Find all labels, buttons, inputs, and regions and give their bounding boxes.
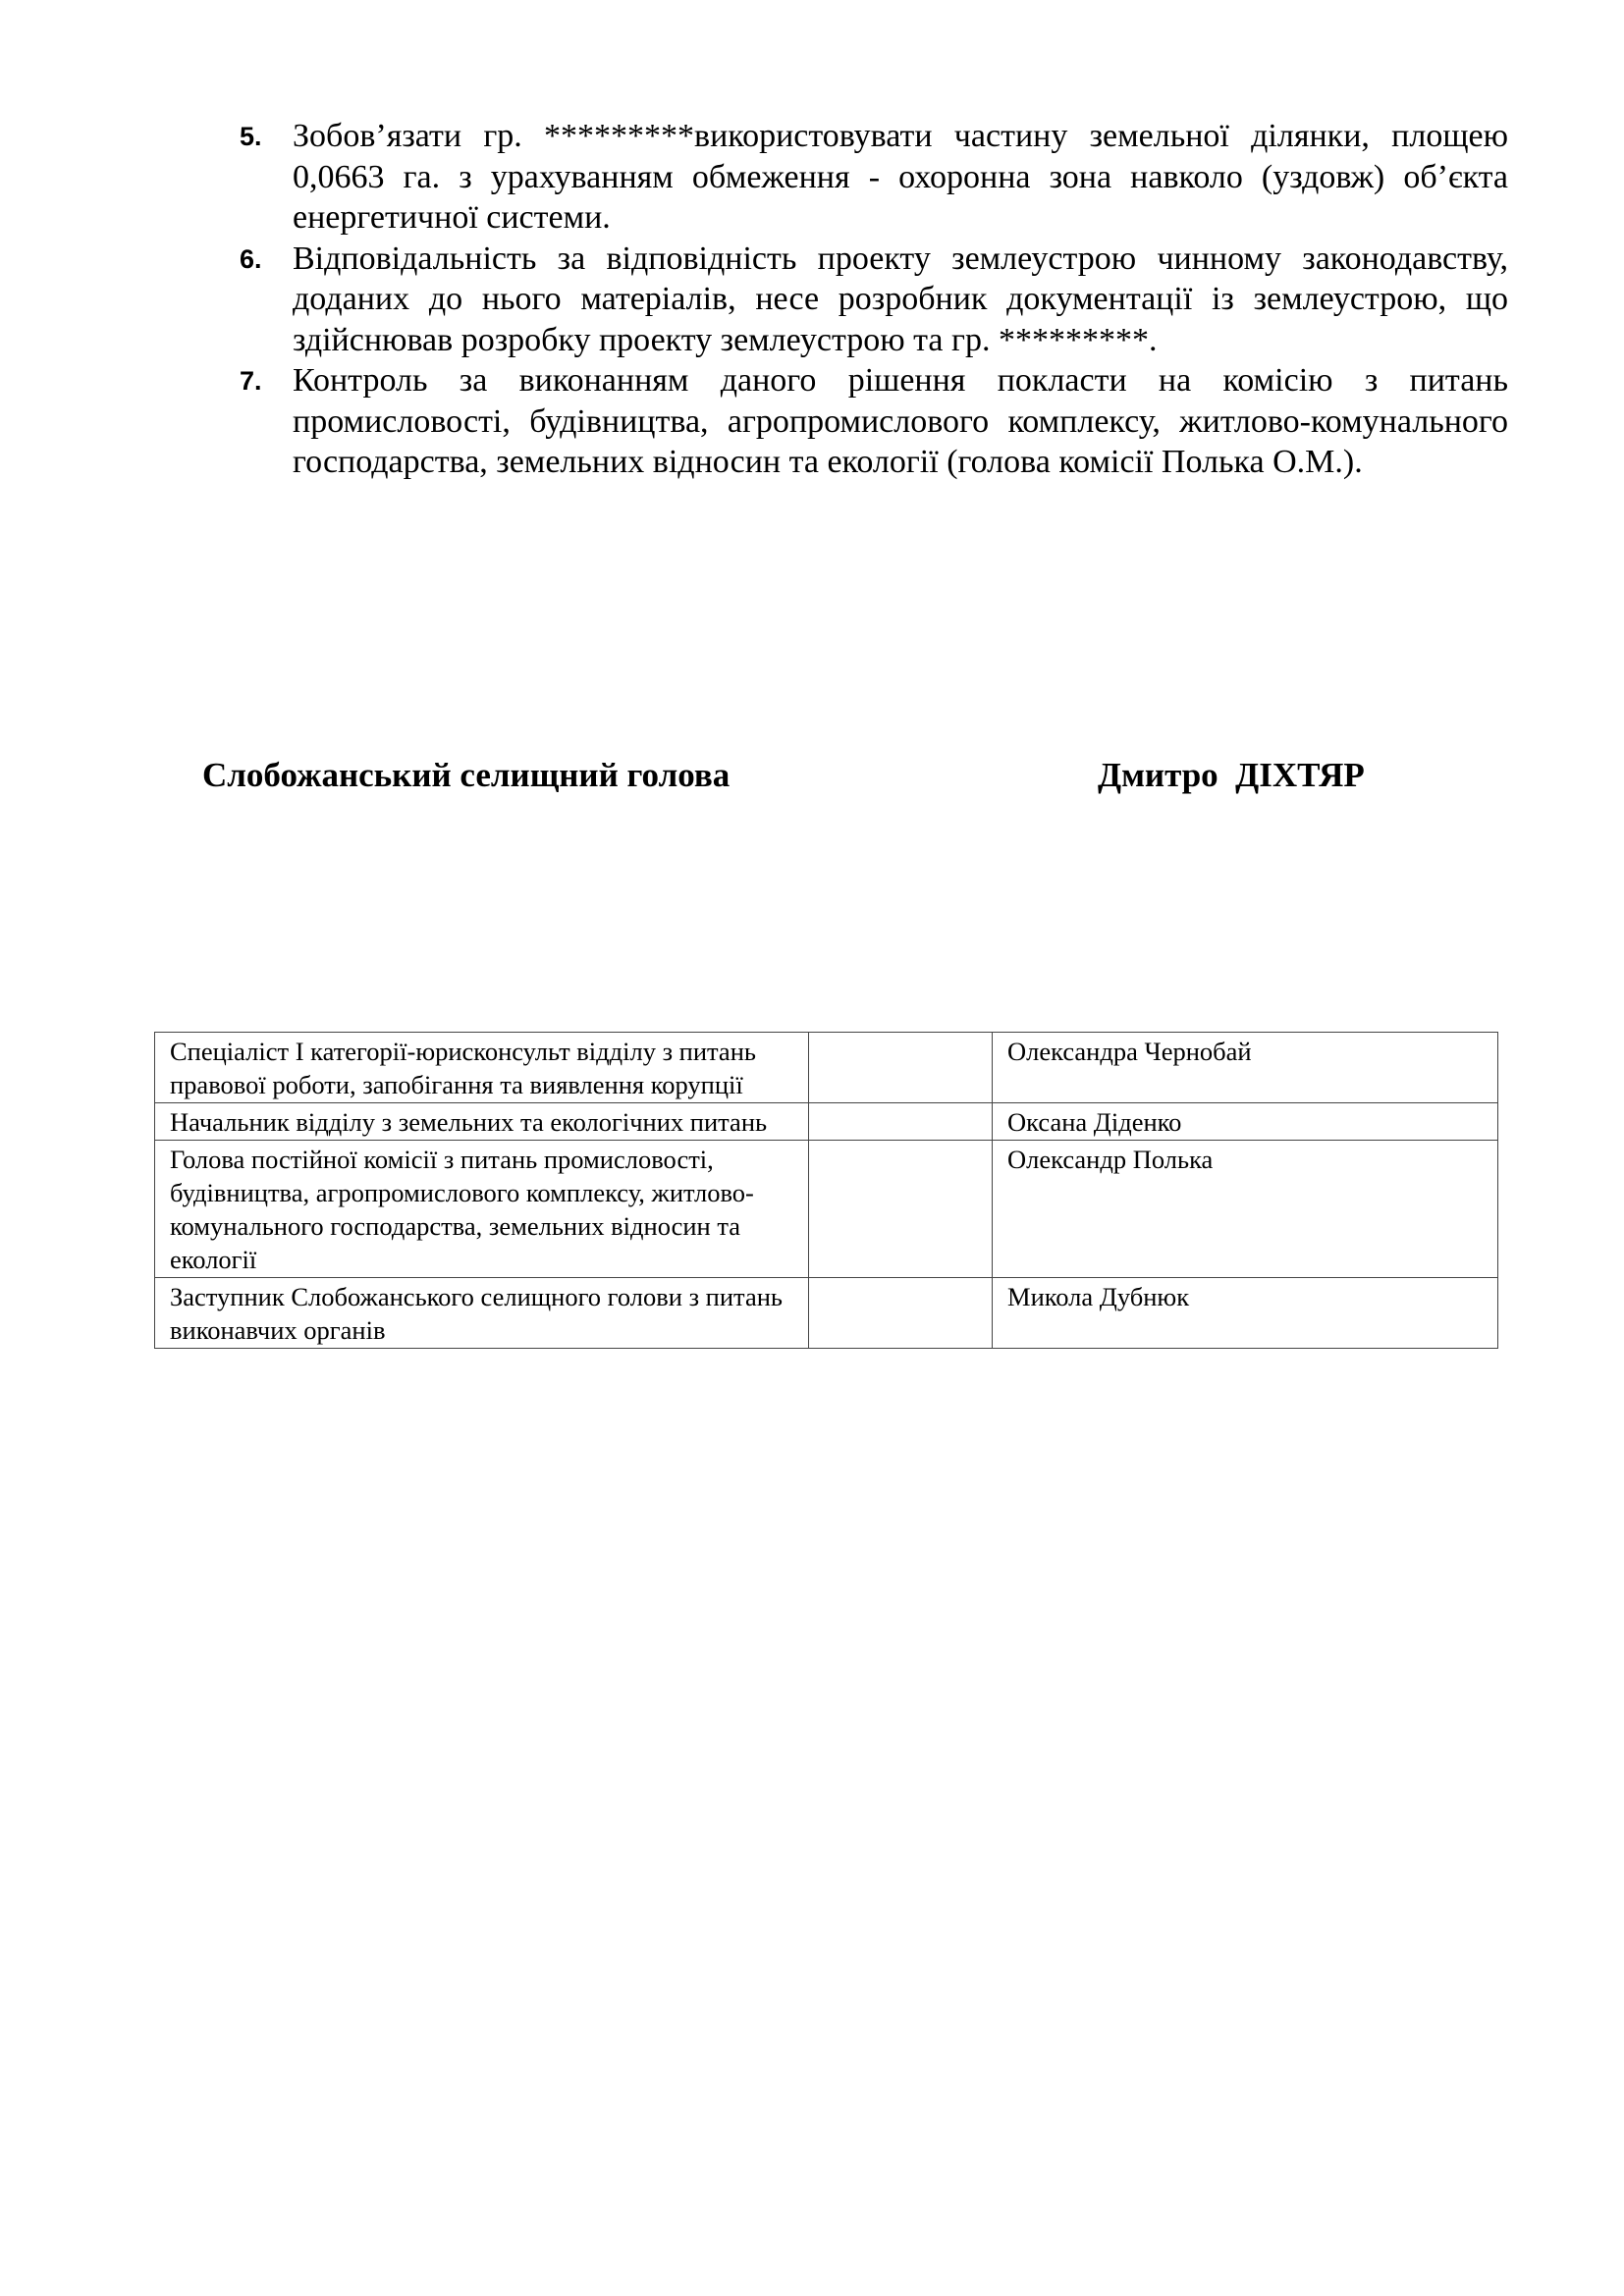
approval-name: Олександр Полька	[993, 1141, 1498, 1278]
item-text: Зобов’язати гр. *********використовувати частину земельної ділянки, площею 0,0663 га. з урахуванням обмеження - охоронна зона навколо (уздовж) об’єкта енергетичної системи.	[293, 118, 1508, 236]
approval-row	[155, 1033, 1498, 1103]
approvals-table	[154, 1032, 1498, 1349]
approval-name: Олександра Чернобай	[993, 1033, 1498, 1103]
approval-position: Начальник відділу з земельних та екологічних питань	[155, 1103, 809, 1141]
item-number: 6.	[240, 243, 262, 274]
signatory-title: Слобожанський селищний голова	[202, 756, 731, 794]
approval-name: Оксана Діденко	[993, 1103, 1498, 1141]
approval-name: Микола Дубнюк	[993, 1278, 1498, 1349]
approval-signature-cell	[809, 1278, 993, 1349]
approval-row	[155, 1103, 1498, 1141]
resolution-item	[240, 239, 1508, 361]
approval-position: Заступник Слобожанського селищного голови з питань виконавчих органів	[155, 1278, 809, 1349]
approval-signature-cell	[809, 1103, 993, 1141]
resolution-items-list	[240, 116, 1508, 483]
item-number: 5.	[240, 122, 262, 151]
approval-signature-cell	[809, 1141, 993, 1278]
approval-position: Голова постійної комісії з питань промисловості, будівництва, агропромислового комплексу, житлово-комунального господарства, земельних відносин та екології	[155, 1141, 809, 1278]
item-text: Контроль за виконанням даного рішення покласти на комісію з питань промисловості, будівництва, агропромислового комплексу, житлово-комунального господарства, земельних відносин та екології (голова комісії Полька О.М.).	[293, 362, 1508, 480]
item-number: 7.	[240, 366, 262, 396]
resolution-item	[240, 360, 1508, 483]
signatory-name: Дмитро ДІХТЯР	[1098, 756, 1365, 794]
approval-row	[155, 1141, 1498, 1278]
approval-position: Спеціаліст І категорії-юрисконсульт відділу з питань правової роботи, запобігання та виявлення корупції	[155, 1033, 809, 1103]
approval-row	[155, 1278, 1498, 1349]
resolution-item	[240, 116, 1508, 239]
item-text: Відповідальність за відповідність проекту землеустрою чинному законодавству, доданих до нього матеріалів, несе розробник документації із землеустрою, що здійснював розробку проекту землеустрою та гр. *********.	[293, 240, 1508, 358]
approval-signature-cell	[809, 1033, 993, 1103]
